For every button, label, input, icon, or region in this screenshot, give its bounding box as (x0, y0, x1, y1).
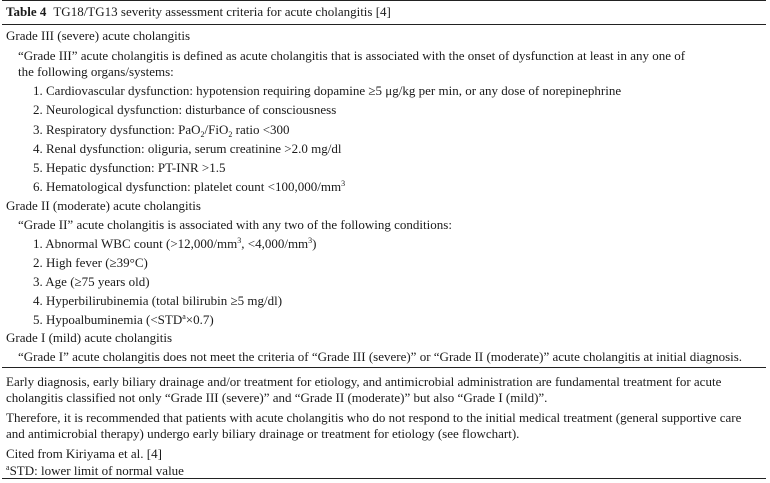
grade3-heading: Grade III (severe) acute cholangitis (6, 28, 191, 43)
grade3-item: 4. Renal dysfunction: oliguria, serum creatinine >2.0 mg/dl (33, 141, 342, 156)
footer-paragraph-2-line2: and antimicrobial therapy) undergo early biliary drainage or treatment for etiology (see flowchart). (6, 426, 520, 441)
item-text: 3. Respiratory dysfunction: PaO (33, 122, 201, 137)
grade2-item (33, 312, 214, 328)
grade2-item (33, 236, 317, 252)
superscript: 3 (308, 236, 313, 245)
grade2-item: 4. Hyperbilirubinemia (total bilirubin ≥5 mg/dl) (33, 293, 283, 308)
bottom-rule (2, 478, 766, 479)
grade2-intro: “Grade II” acute cholangitis is associated with any two of the following conditions: (18, 217, 452, 232)
grade3-item: 2. Neurological dysfunction: disturbance of consciousness (33, 102, 337, 117)
top-rule (2, 0, 766, 1)
grade3-intro-line2: the following organs/systems: (18, 64, 174, 79)
grade3-item: 5. Hepatic dysfunction: PT-INR >1.5 (33, 160, 226, 175)
superscript: 3 (237, 236, 242, 245)
footnote (6, 463, 184, 479)
table-caption (6, 4, 391, 20)
footer-paragraph-2-line1: Therefore, it is recommended that patients with acute cholangitis who do not respond to the initial medical treatment (general supportive care (6, 410, 742, 425)
grade1-text: “Grade I” acute cholangitis does not meet the criteria of “Grade III (severe)” or “Grade II (moderate)” acute cholangitis at initial diagnosis. (18, 349, 743, 364)
body-bottom-rule (2, 367, 766, 368)
grade2-item: 2. High fever (≥39°C) (33, 255, 148, 270)
item-text: ×0.7) (185, 312, 214, 327)
footnote-text: STD: lower limit of normal value (9, 463, 184, 478)
footer-paragraph-1-line2: cholangitis classified not only “Grade III (severe)” and “Grade II (moderate)” but also “Grade I (mild)”. (6, 390, 548, 405)
grade3-item (33, 122, 290, 138)
superscript: 3 (341, 179, 346, 188)
table-label: Table 4 (6, 4, 47, 19)
grade3-item (33, 179, 345, 195)
grade1-heading: Grade I (mild) acute cholangitis (6, 330, 173, 345)
superscript: a (182, 312, 186, 321)
subscript: 2 (228, 130, 233, 139)
item-text: ratio <300 (232, 122, 290, 137)
item-text: , <4,000/mm (241, 236, 309, 251)
footer-citation: Cited from Kiriyama et al. [4] (6, 446, 162, 461)
grade2-heading: Grade II (moderate) acute cholangitis (6, 198, 201, 213)
footnote-mark: a (6, 463, 10, 472)
subscript: 2 (200, 130, 205, 139)
footer-paragraph-1-line1: Early diagnosis, early biliary drainage and/or treatment for etiology, and antimicrobial administration are fundamental treatment for acute (6, 374, 722, 389)
header-rule (2, 24, 766, 25)
item-text: 1. Abnormal WBC count (>12,000/mm (33, 236, 238, 251)
table-title: TG18/TG13 severity assessment criteria for acute cholangitis [4] (53, 4, 391, 19)
grade2-item: 3. Age (≥75 years old) (33, 274, 150, 289)
item-text: ) (312, 236, 317, 251)
item-text: /FiO (204, 122, 229, 137)
item-text: 5. Hypoalbuminemia (<STD (33, 312, 183, 327)
grade3-intro-line1: “Grade III” acute cholangitis is defined as acute cholangitis that is associated with the onset of dysfunction at least in any one of (18, 48, 686, 63)
grade3-item: 1. Cardiovascular dysfunction: hypotension requiring dopamine ≥5 μg/kg per min, or any dose of norepinephrine (33, 83, 622, 98)
item-text: 6. Hematological dysfunction: platelet count <100,000/mm (33, 179, 342, 194)
